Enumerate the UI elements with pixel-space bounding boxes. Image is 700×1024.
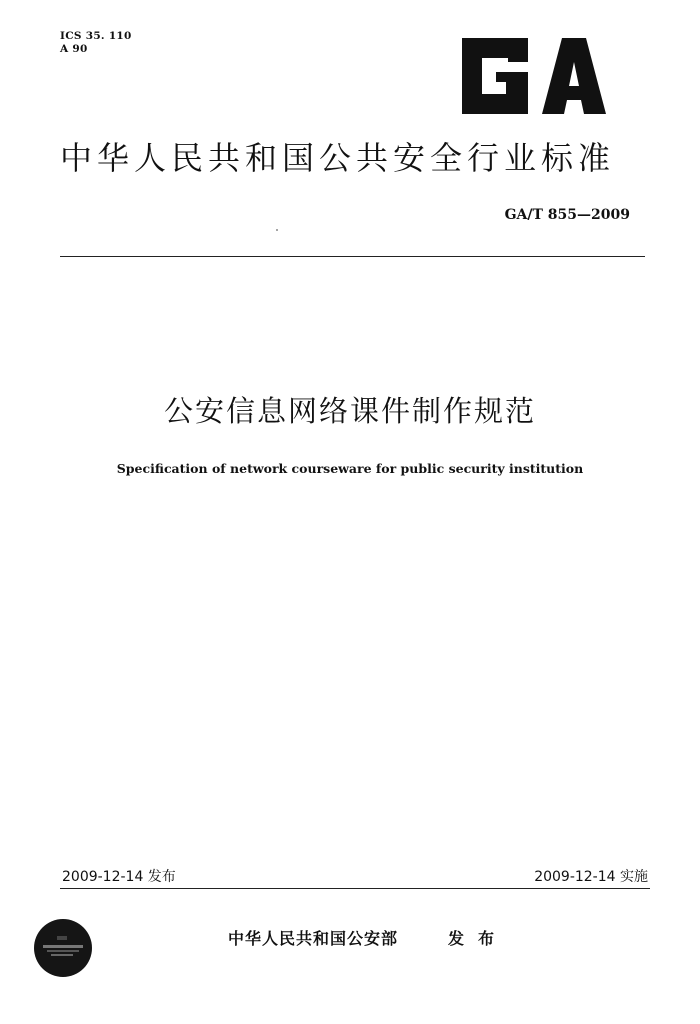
ga-logo: [458, 38, 606, 114]
document-title-cn: 公安信息网络课件制作规范: [163, 394, 536, 428]
classification-code: A 90: [60, 43, 88, 55]
implementation-date: 2009-12-14 实施: [534, 869, 648, 885]
footer-divider: [60, 888, 650, 889]
classification-codes: [60, 30, 132, 56]
scan-speck: [276, 229, 278, 231]
ics-code: ICS 35. 110: [60, 30, 132, 42]
issue-date: 2009-12-14 发布: [62, 869, 176, 885]
logo-letter-g: [462, 38, 528, 114]
organization-title: 中华人民共和国公共安全行业标准: [60, 139, 616, 177]
logo-letter-a: [542, 38, 606, 114]
issuing-authority: 中华人民共和国公安部: [228, 929, 399, 948]
document-title-en: Specification of network courseware for public security institution: [116, 461, 584, 476]
publish-label: 发布: [448, 929, 509, 948]
standard-number: GA/T 855—2009: [504, 207, 630, 223]
seal-icon: [33, 918, 93, 978]
header-divider: [60, 256, 645, 257]
